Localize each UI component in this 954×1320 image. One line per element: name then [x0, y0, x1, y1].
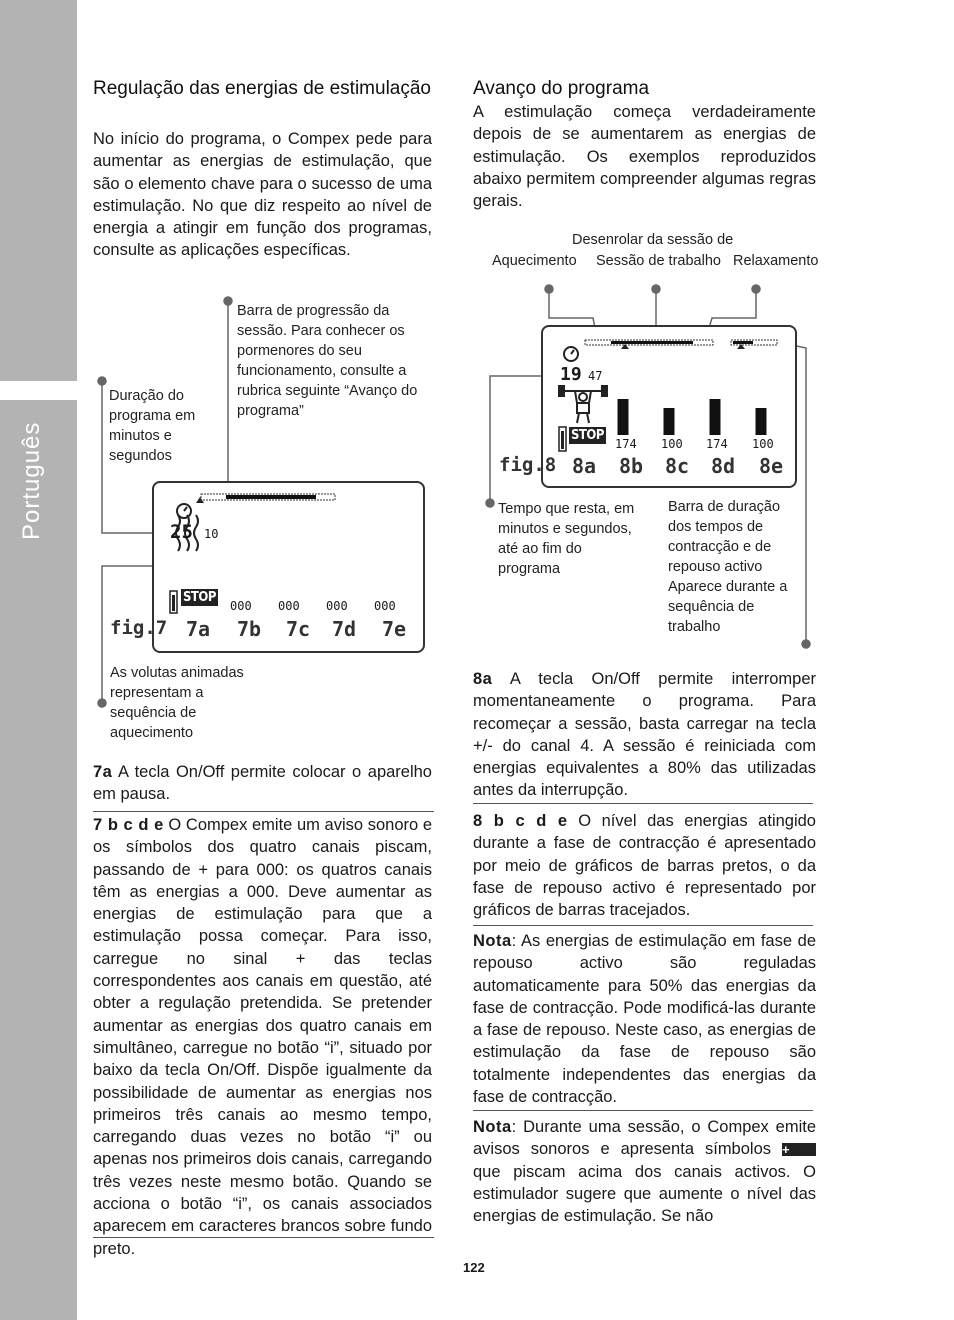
- fig8-time-minutes: 19: [560, 364, 582, 385]
- callout-progress-bar: Barra de progressão da sessão. Para conhecer os pormenores do seu funcionamento, consulte a rubrica seguinte “Avanço do programa”: [237, 303, 418, 419]
- fig7-channel-1-value: 000: [230, 599, 252, 613]
- plus-icon: +: [782, 1143, 816, 1156]
- paragraph-nota-1: Nota: As energias de estimulação em fase de repouso activo são reguladas automaticamente para 50% das energias da fase de contracção. Pode modificá-las durante a fase de repouso. Neste caso, as energias de estimulação da fase de repouso são totalmente independentes das energias da fase de contracção.: [473, 932, 816, 1107]
- fig8-key-8e: 8e: [759, 454, 784, 478]
- paragraph-intro-progress: A estimulação começa verdadeiramente depois de se aumentarem as energias de estimulação. Os exemplos reproduzidos abaixo permitem compreender algumas regras gerais.: [473, 103, 816, 211]
- divider: [473, 1110, 813, 1111]
- fig8-key-8c: 8c: [665, 454, 690, 478]
- fig8-channel-bar-2: [664, 408, 675, 435]
- fig7-stop-indicator: STOP: [183, 590, 216, 605]
- section-heading-progress: Avanço do programa: [473, 78, 650, 99]
- fig8-channel-1-value: 174: [615, 437, 637, 451]
- progress-bar-fill: [611, 341, 693, 344]
- fig8-key-8b: 8b: [619, 454, 644, 478]
- paragraph-intro-energies: No início do programa, o Compex pede para aumentar as energias de estimulação, que são o elemento chave para o sucesso de uma estimulação. No que diz respeito ao nível de energia a atingir em função dos programas, consulte as aplicações específicas.: [93, 130, 432, 260]
- divider: [473, 925, 813, 926]
- fig7-key-7e: 7e: [382, 617, 407, 641]
- callout-volutes: As volutas animadas representam a sequência de aquecimento: [110, 665, 244, 741]
- callout-remaining-time: Tempo que resta, em minutos e segundos, até ao fim do programa: [498, 501, 635, 577]
- fig7-channel-4-value: 000: [374, 599, 396, 613]
- fig7-channel-2-value: 000: [278, 599, 300, 613]
- fig8-channel-bar-1: [618, 399, 629, 435]
- fig7-key-7d: 7d: [332, 617, 357, 641]
- paragraph-7bcde: 7 b c d e O Compex emite um aviso sonoro e os símbolos dos quatro canais piscam, passando de + para 000: os quatros canais têm as energias a 000. Deve aumentar as energias de estimulação para que a estimulação possa começar. Para isso, carregue no sinal + das teclas correspondentes aos canais em questão, até obter a regulação pretendida. Se pretender aumentar as energias dos quatro canais em simultâneo, carregue no botão “i”, situado por baixo da tecla On/Off. Dispõe igualmente da possibilidade de aumentar as energias nos primeiros três canais ao mesmo tempo, carregando duas vezes no botão “i” ou apenas nos primeiros dois canais, carregando três vezes neste mesmo botão. Quando se acciona o botão “i”, os canais associados aparecem em caracteres brancos sobre fundo preto.: [93, 816, 432, 1258]
- fig8-key-8a: 8a: [572, 454, 597, 478]
- fig8-phase-relax: Relaxamento: [733, 253, 819, 269]
- paragraph-nota-2: Nota: Durante uma sessão, o Compex emite avisos sonoros e apresenta símbolos + que piscam acima dos canais activos. O estimulador sugere que aumente o nível das energias de estimulação. Se não: [473, 1118, 816, 1226]
- paragraph-8bcde: 8 b c d e O nível das energias atingido durante a fase de contracção é apresentado por meio de gráficos de barras pretos, o da fase de repouso activo é representado por gráficos de barras tracejados.: [473, 812, 816, 920]
- sidebar-language-label: Português: [18, 421, 45, 540]
- fig8-label: fig.8: [499, 454, 557, 476]
- fig8-phase-warmup: Aquecimento: [492, 253, 577, 269]
- paragraph-7a: 7a A tecla On/Off permite colocar o aparelho em pausa.: [93, 763, 432, 804]
- fig8-channel-4-value: 100: [752, 437, 774, 451]
- fig8-caption-top: Desenrolar da sessão de: [572, 232, 734, 248]
- fig7-time-seconds: 10: [204, 527, 219, 541]
- fig7-key-7c: 7c: [286, 617, 311, 641]
- paragraph-8a: 8a A tecla On/Off permite interromper momentaneamente o programa. Para recomeçar a sessão, basta carregar na tecla +/- do canal 4. A sessão é reiniciada com energias equivalentes a 80% das utilizadas antes da interrupção.: [473, 670, 816, 800]
- fig7-key-7b: 7b: [237, 617, 262, 641]
- fig7-time-minutes: 25: [170, 521, 193, 543]
- divider: [473, 803, 813, 804]
- fig7-key-7a: 7a: [186, 617, 211, 641]
- fig8-time-seconds: 47: [588, 369, 603, 383]
- section-heading-energies: Regulação das energias de estimulação: [93, 78, 431, 99]
- fig8-channel-2-value: 100: [661, 437, 683, 451]
- fig8-key-8d: 8d: [711, 454, 736, 478]
- callout-duration: Duração do programa em minutos e segundos: [109, 388, 196, 464]
- fig8-phase-work: Sessão de trabalho: [596, 253, 721, 269]
- fig8-channel-bar-4: [756, 408, 767, 435]
- fig7-label: fig.7: [110, 617, 168, 639]
- callout-duration-bar: Barra de duração dos tempos de contracção e de repouso activo Aparece durante a sequência de trabalho: [668, 499, 788, 635]
- fig8-channel-3-value: 174: [706, 437, 728, 451]
- fig8-channel-bar-3: [710, 399, 721, 435]
- athlete-icon: [559, 386, 607, 423]
- page-number: 122: [463, 1260, 485, 1275]
- fig7-channel-3-value: 000: [326, 599, 348, 613]
- duration-bar-fill: [733, 341, 753, 344]
- fig8-stop-indicator: STOP: [571, 428, 604, 443]
- fig8-lcd-screen: [499, 325, 797, 488]
